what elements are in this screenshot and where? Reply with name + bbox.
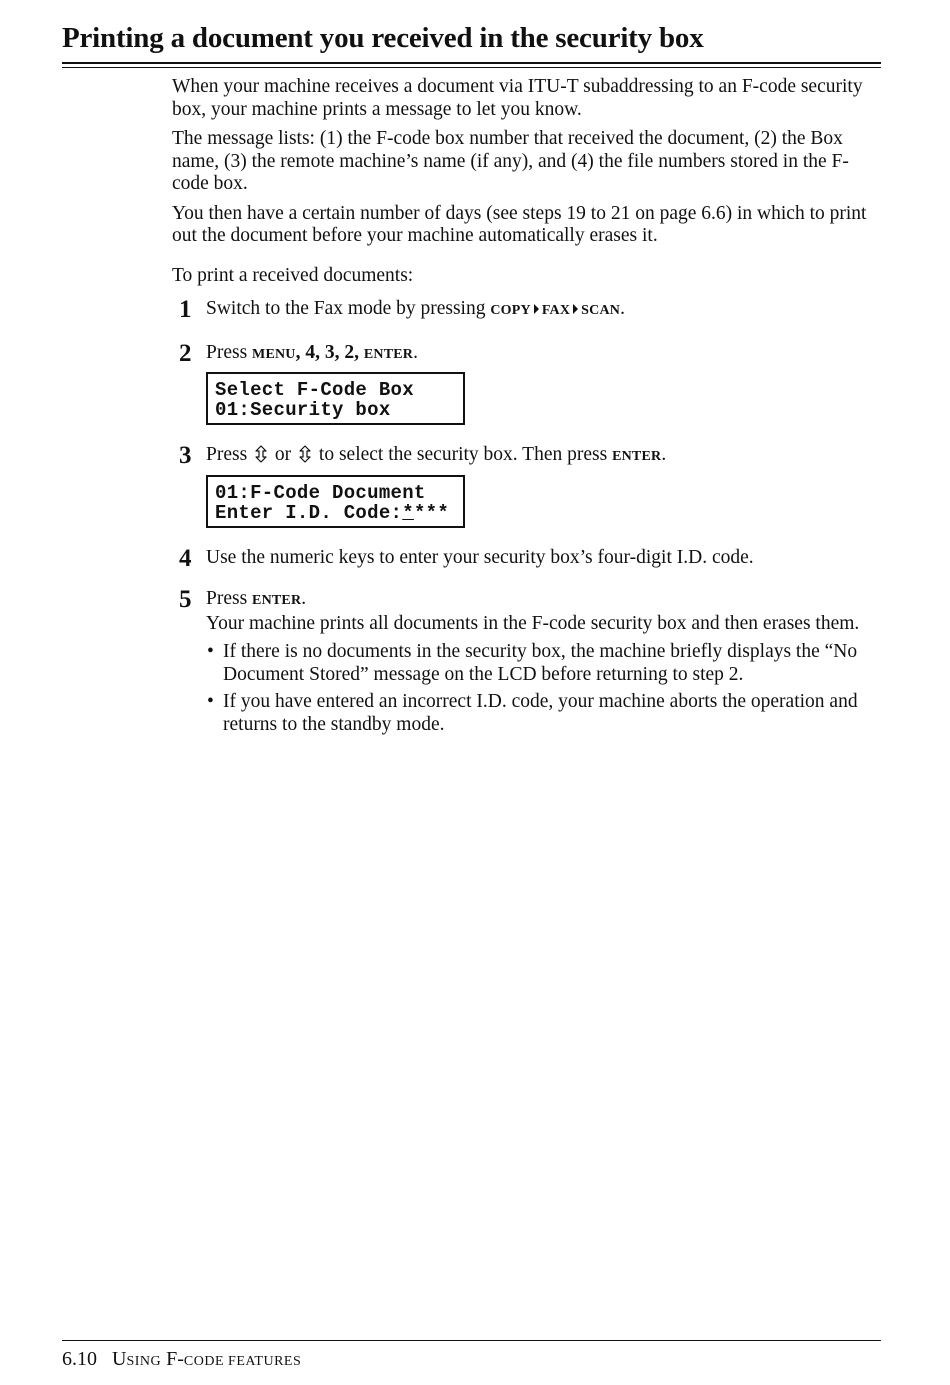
fax-key: FAX [541,303,571,318]
paragraph: The message lists: (1) the F-code box number that received the document, (2) the Box name, (3) the remote machine’s name (if any), and (4) the file numbers stored in the F-code box. [172,128,849,194]
triangle-right-icon [573,304,578,314]
intro-text: To print a received documents: [172,264,414,286]
step-number: 3 [179,442,192,469]
lcd-cursor: * [402,501,414,524]
list-item [206,641,884,686]
page-title: Printing a document you received in the security box [62,22,704,54]
triangle-right-icon [534,304,539,314]
section-initial: F- [166,1348,184,1370]
step-number: 5 [179,586,192,613]
lcd-masked: *** [413,501,450,524]
punctuation: . [301,588,307,609]
title-rule-thin [62,67,881,68]
or-label: or [274,444,292,465]
paragraph: You then have a certain number of days (see steps 19 to 21 on page 6.6) in which to print out the document before your machine automatically erases it. [172,202,867,246]
section-smallcaps: SING [126,1354,162,1369]
title-rule-thick [62,62,881,64]
number-keys: , [295,341,306,363]
step-number: 1 [179,296,192,323]
step-2 [172,339,884,426]
lcd-line: 01:F-Code Document [215,481,426,504]
up-down-arrow-icon [252,445,270,463]
page-footer [62,1348,301,1371]
footer-rule [62,1340,881,1341]
bullet-icon: • [207,641,214,662]
lcd-display [206,372,465,425]
step-4 [172,544,884,572]
step-text: Use the numeric keys to enter your security box’s four-digit I.D. code. [206,546,754,568]
menu-key: MENU [252,346,296,362]
copy-key: COPY [490,303,531,318]
lcd-display [206,475,465,528]
section-initial: U [112,1348,127,1370]
enter-key: ENTER [363,346,414,362]
press-label: Press [206,588,248,609]
page-number: 6.10 [62,1348,97,1370]
press-label: Press [206,341,248,363]
list-item [206,691,884,736]
step-3 [172,444,884,528]
bullet-list [206,641,884,736]
main-content [172,76,884,755]
step-number: 4 [179,544,192,572]
section-title [112,1348,301,1370]
scan-key: SCAN [581,303,621,318]
section-smallcaps: CODE FEATURES [183,1354,302,1369]
punctuation: . [661,444,667,465]
step-number: 2 [179,339,192,367]
step-text: Switch to the Fax mode by pressing [206,298,486,319]
bullet-text: If you have entered an incorrect I.D. code, your machine aborts the operation and returns to the standby mode. [223,691,858,735]
lcd-line: 01:Security box [215,399,391,421]
step-1 [172,298,884,323]
step-text: to select the security box. Then press [318,444,608,465]
press-label: Press [206,444,248,465]
punctuation: . [620,298,625,319]
number-keys: 4, 3, 2, [305,341,359,363]
punctuation: . [413,341,418,363]
step-text: Your machine prints all documents in the F-code security box and then erases them. [206,612,860,634]
bullet-icon: • [207,691,214,712]
enter-key: ENTER [252,593,302,608]
left-right-arrow-icon [296,445,314,463]
enter-key: ENTER [612,449,662,464]
paragraph: When your machine receives a document via ITU-T subaddressing to an F-code security box, your machine prints a message to let you know. [172,76,863,120]
lcd-line: Select F-Code Box [215,379,414,401]
step-5 [172,588,884,736]
lcd-line: Enter I.D. Code: [215,501,403,524]
bullet-text: If there is no documents in the security box, the machine briefly displays the “No Document Stored” message on the LCD before returning to step 2. [223,641,858,685]
